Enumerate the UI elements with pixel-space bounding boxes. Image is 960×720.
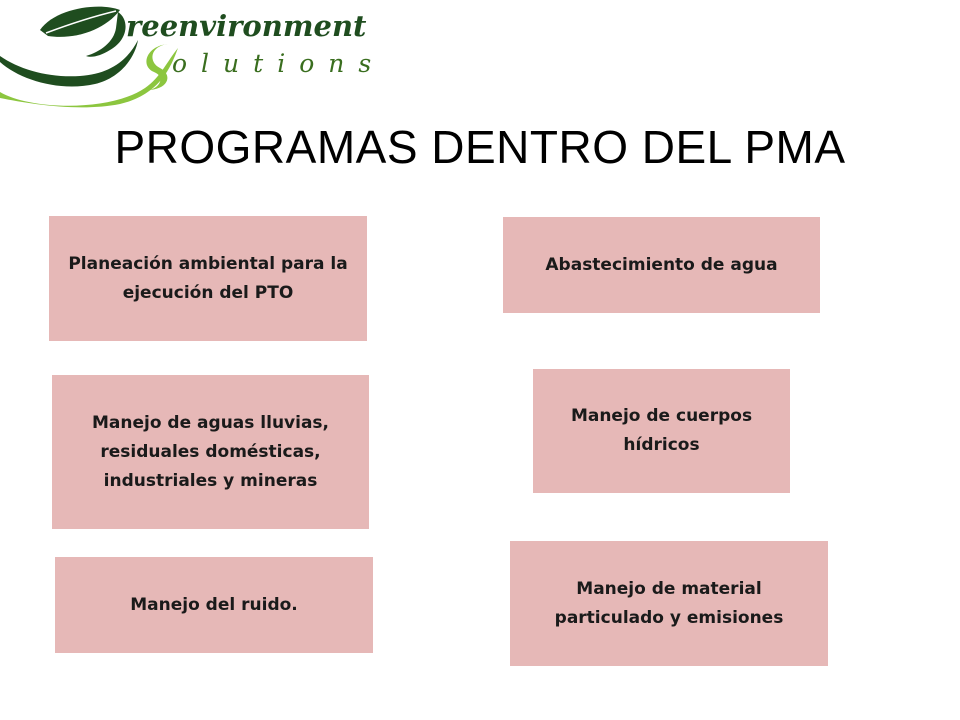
logo-text-line2: olutions: [172, 49, 386, 78]
logo-text-line1: reenvironment: [126, 9, 367, 43]
greenvironment-logo: [0, 0, 420, 110]
program-box-cuerpos-hidricos: Manejo de cuerpos hídricos: [533, 369, 790, 493]
program-box-ruido: Manejo del ruido.: [55, 557, 373, 653]
program-box-material-particulado: Manejo de material particulado y emisiones: [510, 541, 828, 666]
page-title: PROGRAMAS DENTRO DEL PMA: [114, 121, 846, 173]
program-box-planeacion: Planeación ambiental para la ejecución del PTO: [49, 216, 367, 341]
logo-dark-swoosh: [0, 40, 138, 87]
program-box-abastecimiento: Abastecimiento de agua: [503, 217, 820, 313]
program-box-aguas: Manejo de aguas lluvias, residuales domésticas, industriales y mineras: [52, 375, 369, 529]
